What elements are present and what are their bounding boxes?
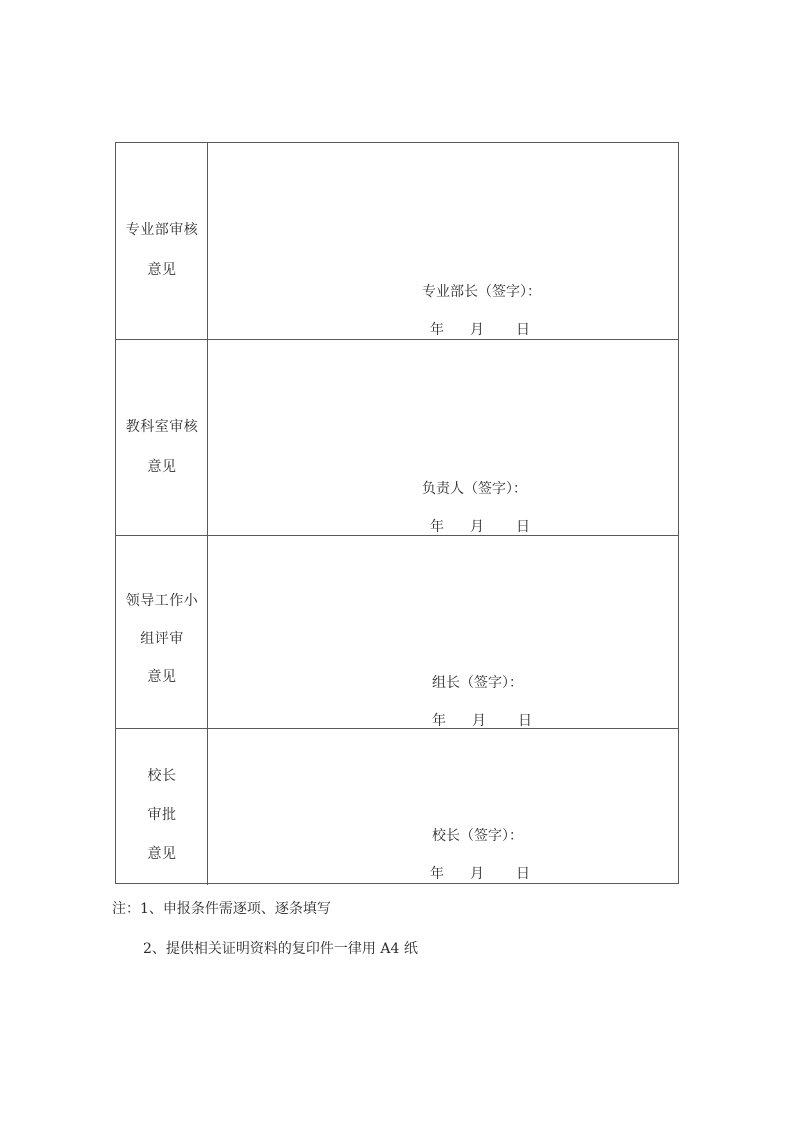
date-month: 月 [472, 713, 486, 729]
section-label-line: 教科室审核 [125, 419, 199, 435]
date-day: 日 [516, 322, 530, 338]
signature-label: 负责人（签字）： [422, 481, 527, 497]
section-principal [116, 728, 678, 885]
section-label-line: 组评审 [140, 631, 184, 647]
section-label-line: 领导工作小 [125, 593, 199, 609]
date-month: 月 [470, 322, 484, 338]
date-day: 日 [516, 866, 530, 882]
date-day: 日 [518, 713, 532, 729]
signature-label: 专业部长（签字）： [422, 284, 541, 300]
signature-label: 组长（签字）： [432, 675, 523, 691]
section-label-cell [116, 340, 208, 535]
signature-label: 校长（签字）： [432, 828, 523, 844]
date-month: 月 [470, 519, 484, 535]
section-label-line: 意见 [147, 262, 177, 278]
section-leadership-group [116, 535, 678, 728]
section-research-office [116, 339, 678, 535]
section-label-line: 校长 [147, 768, 177, 784]
section-major-dept [116, 143, 678, 339]
date-year: 年 [430, 322, 444, 338]
section-label-line: 意见 [147, 459, 177, 475]
date-day: 日 [516, 519, 530, 535]
section-label-line: 意见 [147, 669, 177, 685]
section-label-cell [116, 143, 208, 339]
date-year: 年 [430, 866, 444, 882]
note-line-1: 注：1、申报条件需逐项、逐条填写 [112, 901, 331, 917]
section-label-line: 审批 [147, 807, 177, 823]
approval-form-table [115, 142, 679, 884]
section-label-cell [116, 729, 208, 885]
date-year: 年 [432, 713, 446, 729]
section-label-cell [116, 536, 208, 728]
note-line-2: 2、提供相关证明资料的复印件一律用 A4 纸 [143, 941, 418, 957]
date-month: 月 [470, 866, 484, 882]
section-label-line: 意见 [147, 846, 177, 862]
date-year: 年 [430, 519, 444, 535]
section-label-line: 专业部审核 [125, 222, 199, 238]
